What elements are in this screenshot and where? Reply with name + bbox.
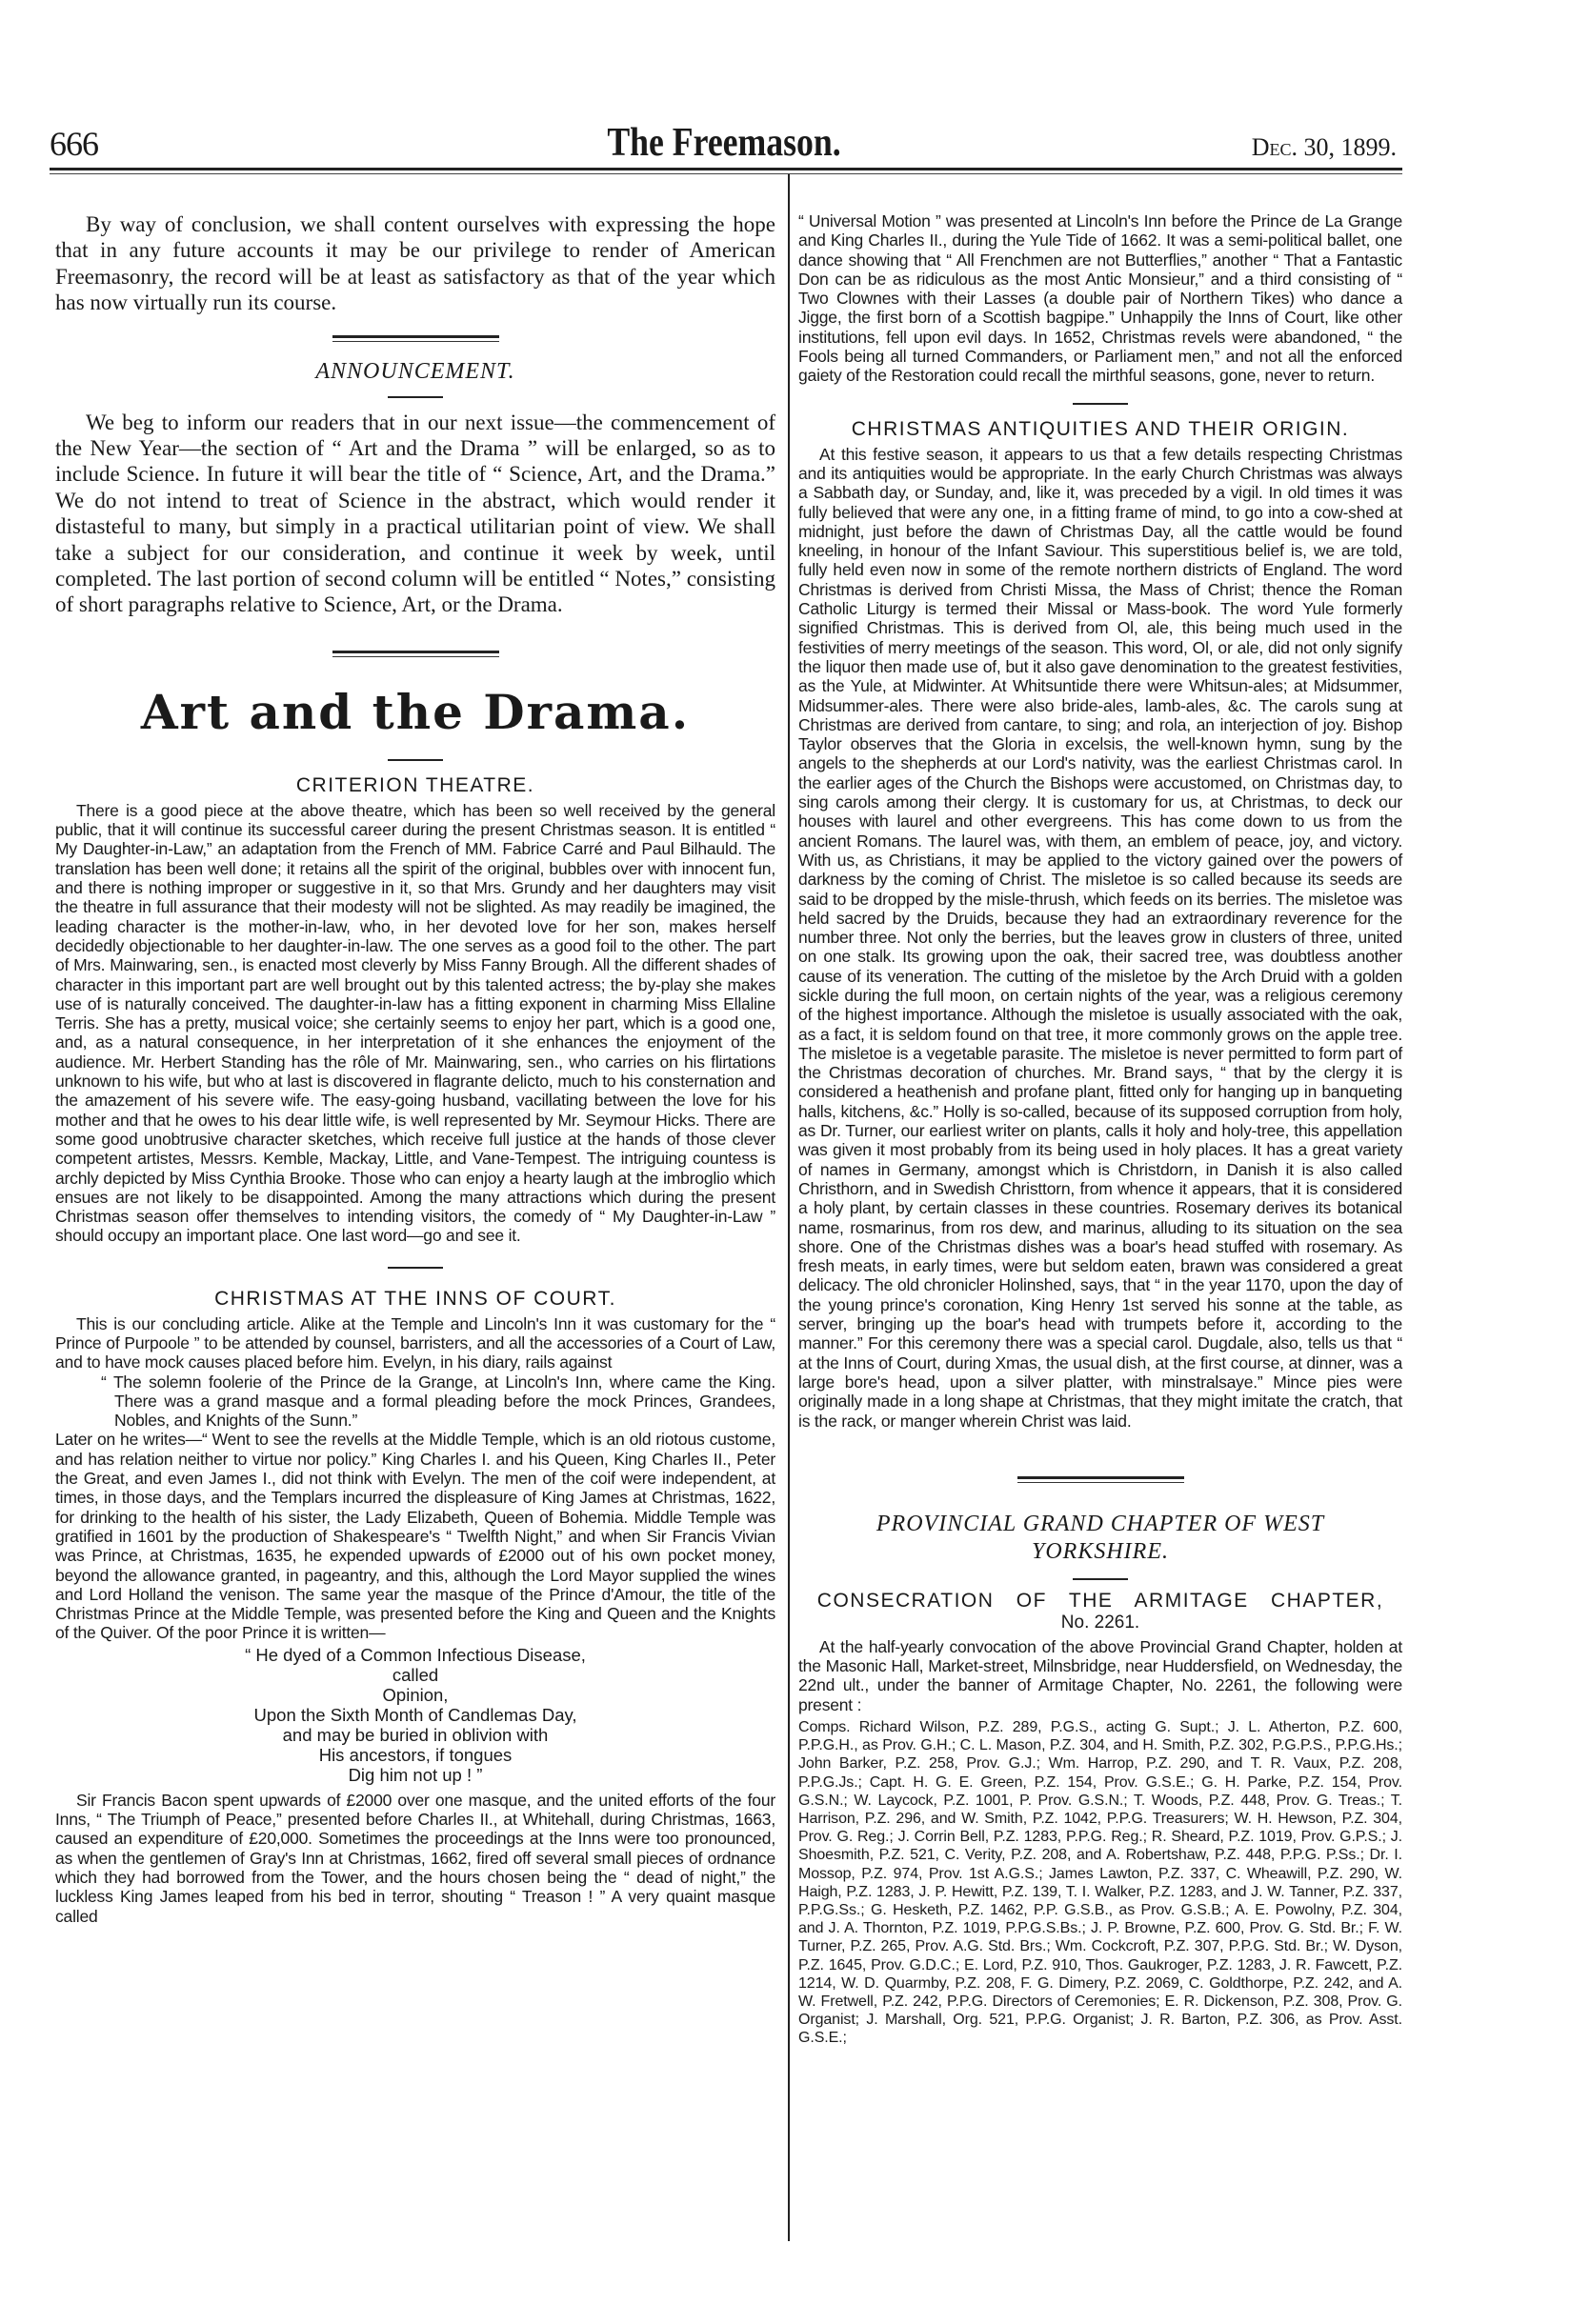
- evelyn-quote: “ The solemn foolerie of the Prince de la Grange, at Lincoln's Inn, where came the King. There was a grand masque and a formal pleading before the mock Princes, Grandees, Nobles, and Knights of the Sunn.”: [101, 1372, 775, 1431]
- announcement-body: We beg to inform our readers that in our next issue—the commencement of the New Year—the section of “ Art and the Drama ” will be enlarged, so as to include Science. In future it will bear the title of “ Science, Art, and the Drama.” We do not intend to treat of Science in the abstract, which would render it distasteful to many, but simply in a practical utilitarian point of view. We shall take a subject for our consideration, and continue it week by week, until completed. The last portion of second column will be entitled “ Notes,” consisting of short paragraphs relative to Science, Art, or the Drama.: [55, 410, 775, 617]
- provincial-heading-line2: YORKSHIRE.: [1032, 1538, 1169, 1564]
- chapter-number: No. 2261.: [1060, 1612, 1140, 1633]
- double-rule: [332, 651, 499, 657]
- inns-heading: CHRISTMAS AT THE INNS OF COURT.: [214, 1287, 616, 1310]
- provincial-heading-line1: PROVINCIAL GRAND CHAPTER OF WEST: [876, 1511, 1325, 1536]
- verse-line: “ He dyed of a Common Infectious Disease,: [245, 1644, 586, 1665]
- short-rule: [388, 1267, 443, 1269]
- provincial-intro: At the half-yearly convocation of the above Provincial Grand Chapter, holden at the Masonic Hall, Market-street, Milnsbridge, near Huddersfield, on Wednesday, the 22nd ult., under the banner of Armitage Chapter, No. 2261, the following were present :: [798, 1636, 1402, 1714]
- antiquities-body: At this festive season, it appears to us that a few details respecting Christmas and its antiquities would be appropriate. In the early Church Christmas was always a Sabbath day, or Sunday, and, like it, was preceded by a vigil. In old times it was fully believed that were any one, in a fitting frame of mind, to go into a cow-shed at midnight, just before the dawn of Christmas Day, all the cattle would be found kneeling, in honour of the Infant Saviour. This superstitious belief is, we are told, fully held even now in some of the remote northern districts of England. The word Christmas is derived from Christi Missa, the Mass of Christ; thence the Roman Catholic Liturgy is termed their Missal or Mass-book. The word Yule formerly signified Christmas. This is derived from Ol, ale, this being much used in the festivities of merry meetings of the season. This word, Ol, or ale, did not only signify the liquor then made use of, but it also gave denomination to the greatest festivities, as the Yule, at Midwinter. At Whitsuntide there were Whitsun-ales; at Midsummer, Midsummer-ales. There were also bride-ales, lamb-ales, &c. The carols sung at Christmas are derived from cantare, to sing; and rola, an interjection of joy. Bishop Taylor observes that the Gloria in excelsis, the well-known hymn, sung by the angels to the shepherds at our Lord's nativity, was the earliest Christmas carol. In the earlier ages of the Church the Bishops were accustomed, on Christmas day, to sing carols among their clergy. It is customary for us, at Christmas, to deck our houses with laurel and other evergreens. This has come down to us from the ancient Romans. The laurel was, with them, an emblem of peace, joy, and victory. With us, as Christians, it may be applied to the victory gained over the powers of darkness by the coming of Christ. The misletoe is so called because its seeds are said to be dropped by the misle-thrush, which feeds on its berries. The misletoe was held sacred by the Druids, because they had an extraordinary reverence for the number three. Not only the berries, but the leaves grow in clusters of three, united on one stalk. Its growing upon the oak, their sacred tree, was doubtless another cause of its veneration. The cutting of the misletoe by the Arch Druid with a golden sickle during the full moon, on certain nights of the year, was a religious ceremony of the highest importance. Although the misletoe is usually associated with the oak, as a fact, it is seldom found on that tree, it more commonly grows on the apple tree. The misletoe is a vegetable parasite. The misletoe is never permitted to form part of the Christmas decoration of churches. Mr. Brand says, “ that by the clergy it is considered a heathenish and profane plant, fitted only for hanging up in banqueting halls, kitchens, &c.” Holly is so-called, because of its supposed corruption from holy, as Dr. Turner, our earliest writer on plants, calls it holy and holy-tree, this appellation was given it most probably from its being used in holy places. It has a great variety of names in Germany, amongst which is Christdorn, in Danish it is also called Christhorn, and in Swedish Christtorn, from whence it appears, that it is considered a holy plant, by certain classes in these countries. Rosemary derives its botanical name, rosmarinus, from ros dew, and marinus, alluding to its situation on the sea shore. One of the Christmas dishes was a boar's head stuffed with rosemary. As fresh meats, in early times, were but seldom eaten, brawn was considered a great delicacy. The old chronicler Holinshed, says, that “ in the year 1170, upon the day of the young prince's coronation, King Henry 1st served his sonne at the table, as server, bringing up the boar's head with trumpets before it, according to the manner.” For this ceremony there was a special carol. Dugdale, also, tells us that “ at the Inns of Court, during Xmas, the usual dish, at the first course, at dinner, was a large bore's head, upon a silver platter, with minstralsaye.” Mince pies were originally made in a long shape at Christmas, that they might imitate the cratch, that is the rack, or manger wherein Christ was laid.: [798, 444, 1402, 1431]
- verse-line: Dig him not up ! ”: [348, 1764, 483, 1785]
- section-title-art-drama: Art and the Drama.: [140, 683, 691, 740]
- verse-line: called: [392, 1664, 439, 1685]
- verse-line: Upon the Sixth Month of Candlemas Day,: [253, 1704, 577, 1725]
- intro-paragraph: By way of conclusion, we shall content ourselves with expressing the hope that in any future accounts it may be our privilege to render of American Freemasonry, the record will be at least as satisfactory as that of the year which has now virtually run its course.: [55, 212, 775, 315]
- column-divider: [788, 174, 790, 2241]
- short-rule: [1073, 403, 1128, 405]
- inns-continuation: “ Universal Motion ” was presented at Lincoln's Inn before the Prince de La Grange and King Charles II., during the Yule Tide of 1662. It was a semi-political ballet, one dance showing that “ All Frenchmen are not Butterflies,” another “ That a Fantastic Don can be as ridiculous as the most Antic Monsieur,” and a third consisting of “ Two Clownes with their Lasses (a double pair of Northern Tikes) who dance a Jigge, the first born of a Scottish bagpipe.” Unhappily the Inns of Court, like other institutions, fell upon evil days. In 1652, Christmas revels were abandoned, “ the Fools being all turned Commanders, or Parliament men,” and not all the enforced gaiety of the Restoration could recall the mirthful seasons, gone, never to return.: [798, 211, 1402, 386]
- inns-paragraph-1: This is our concluding article. Alike at the Temple and Lincoln's Inn it was customary for the “ Prince of Purpoole ” to be attended by counsel, barristers, and all the accessories of a Court of Law, and to have mock causes placed before him. Evelyn, in his diary, rails against: [55, 1313, 775, 1372]
- consecration-heading: CONSECRATION OF THE ARMITAGE CHAPTER,: [816, 1589, 1384, 1612]
- left-column: [55, 211, 775, 1926]
- inns-paragraph-3: Sir Francis Bacon spent upwards of £2000 over one masque, and the united efforts of the four Inns, “ The Triumph of Peace,” presented before Charles II., at Whitehall, during Christmas, 1663, caused an expenditure of £20,000. Sometimes the proceedings at the Inns were too pronounced, as when the gentlemen of Gray's Inn at Christmas, 1662, fired off several small pieces of ordnance which they had borrowed from the Tower, and the hours chosen being the “ dead of night,” the luckless King James leaped from his bed in terror, shouting “ Treason ! ” A very quaint masque called: [55, 1790, 775, 1926]
- masthead-rule: [50, 168, 1402, 170]
- masthead-rule-thin: [50, 173, 1402, 174]
- double-rule: [1017, 1476, 1184, 1483]
- criterion-heading: CRITERION THEATRE.: [295, 773, 535, 796]
- antiquities-heading: CHRISTMAS ANTIQUITIES AND THEIR ORIGIN.: [851, 417, 1350, 440]
- attendees-list: Comps. Richard Wilson, P.Z. 289, P.G.S., acting G. Supt.; J. L. Atherton, P.Z. 600, P.P.G.H., as Prov. G.H.; C. L. Mason, P.Z. 304, and H. Smith, P.Z. 302, P.G.P.S., P.P.G.Hs.; John Barker, P.Z. 258, Prov. G.J.; Wm. Harrop, P.Z. 290, and T. R. Vaux, P.Z. 208, P.P.G.Js.; Capt. H. G. E. Green, P.Z. 154, Prov. G.S.E.; G. H. Parke, P.Z. 154, Prov. G.S.N.; W. Laycock, P.Z. 1001, P. Prov. G.S.N.; T. Woods, P.Z. 448, Prov. G. Treas.; T. Harrison, P.Z. 296, and W. Smith, P.Z. 1042, P.P.G. Treasurers; W. H. Hewson, P.Z. 304, Prov. G. Reg.; J. Corrin Bell, P.Z. 1283, P.P.G. Reg.; R. Sheard, P.Z. 1019, Prov. G.P.S.; J. Shoesmith, P.Z. 521, C. Verity, P.Z. 208, and A. Robertshaw, P.Z. 448, P.P.G. P.Ss.; Dr. I. Mossop, P.Z. 974, Prov. 1st A.G.S.; James Lawton, P.Z. 337, C. Wheawill, P.Z. 290, W. Haigh, P.Z. 1283, J. P. Hewitt, P.Z. 139, T. I. Walker, P.Z. 1283, and J. W. Tanner, P.Z. 337, P.P.G.Ss.; G. Hesketh, P.Z. 1462, P.P. G.S.B., as Prov. G.S.B.; A. E. Powolny, P.Z. 304, and J. A. Thornton, P.Z. 1019, P.P.G.S.Bs.; J. P. Browne, P.Z. 600, Prov. G. Std. Br.; F. W. Turner, P.Z. 265, Prov. A.G. Std. Brs.; Wm. Cockcroft, P.Z. 307, P.P.G. Std. Br.; W. Dyson, P.Z. 1645, Prov. G.D.C.; E. Lord, P.Z. 910, Thos. Gaukroger, P.Z. 1283, J. R. Fawcett, P.Z. 1214, W. D. Quarmby, P.Z. 208, F. G. Dimery, P.Z. 2069, C. Goldthorpe, P.Z. 242, and A. W. Fretwell, P.Z. 242, P.P.G. Directors of Ceremonies; E. R. Dickenson, P.Z. 308, Prov. G. Organist; J. Marshall, Org. 521, P.P.G. Organist; J. R. Barton, P.Z. 306, as Prov. Asst. G.S.E.;: [798, 1719, 1402, 2047]
- verse-block: [55, 1645, 775, 1785]
- page-number: 666: [50, 125, 98, 163]
- announcement-heading: ANNOUNCEMENT.: [315, 358, 515, 384]
- verse-line: and may be buried in oblivion with: [282, 1724, 549, 1745]
- short-rule: [1073, 1578, 1128, 1580]
- verse-line: His ancestors, if tongues: [318, 1744, 513, 1765]
- short-rule: [388, 759, 443, 761]
- criterion-body: There is a good piece at the above theatre, which has been so well received by the general public, that it will continue its successful career during the present Christmas season. It is entitled “ My Daughter-in-Law,” an adaptation from the French of MM. Fabrice Carré and Paul Bilhauld. The translation has been well done; it retains all the spirit of the original, bubbles over with innocent fun, and there is nothing improper or suggestive in it, so that Mrs. Grundy and her daughters may visit the theatre in full assurance that their modesty will not be slighted. As may readily be imagined, the leading character is the mother-in-law, who, in her devoted love for her son, makes herself decidedly objectionable to her daughter-in-law. The one serves as a good foil to the other. The part of Mrs. Mainwaring, sen., is enacted most cleverly by Miss Fanny Brough. All the different shades of character in this important part are well brought out by this talented actress; the by-play she makes use of is naturally conceived. The daughter-in-law has a fitting exponent in charming Miss Ellaline Terris. She has a pretty, musical voice; she certainly seems to enjoy her part, which is a good one, and, as a natural consequence, in her interpretation of it she enhances the enjoyment of the audience. Mr. Herbert Standing has the rôle of Mr. Mainwaring, sen., who carries on his flirtations unknown to his wife, but who at last is discovered in flagrante delicto, much to his consternation and the amazement of his severe wife. The easy-going husband, vacillating between the love for his mother and that he owes to his dear little wife, is well represented by Mr. Seymour Hicks. There are some good unobtrusive character sketches, which receive full justice at the hands of those clever competent artistes, Messrs. Kemble, Mackay, Little, and Vane-Tempest. The intriguing countess is archly depicted by Miss Cynthia Brooke. Those who can enjoy a hearty laugh at the imbroglio which ensues are not likely to be disappointed. Among the many attractions which during the present Christmas season offer themselves to intending visitors, the comedy of “ My Daughter-in-Law ” should occupy an important place. One last word—go and see it.: [55, 800, 775, 1246]
- publication-title: The Freemason.: [607, 121, 841, 165]
- verse-line: Opinion,: [382, 1684, 449, 1705]
- right-column: [798, 211, 1402, 2048]
- double-rule: [332, 335, 499, 342]
- short-rule: [388, 396, 443, 398]
- inns-paragraph-2: Later on he writes—“ Went to see the revells at the Middle Temple, which is an old riotous custome, and has relation neither to virtue nor policy.” King Charles I. and his Queen, King Charles II., Peter the Great, and even James I., did not think with Evelyn. The men of the coif were independent, at times, in those days, and the Templars incurred the displeasure of King James at Christmas, 1622, for drinking to the health of his sister, the Lady Elizabeth, Queen of Bohemia. Middle Temple was gratified in 1601 by the production of Shakespeare's “ Twelfth Night,” and when Sir Francis Vivian was Prince, at Christmas, 1635, he expended upwards of £2000 out of his own pocket money, beyond the allowance granted, in pageantry, and this, although the Lord Mayor supplied the wines and Lord Holland the venison. The same year the masque of the Prince d'Amour, the title of the Christmas Prince at the Middle Temple, was presented before the King and Queen and the Knights of the Quiver. Of the poor Prince it is written—: [55, 1430, 775, 1643]
- masthead: [48, 120, 1400, 168]
- issue-date: Dec. 30, 1899.: [1251, 133, 1397, 161]
